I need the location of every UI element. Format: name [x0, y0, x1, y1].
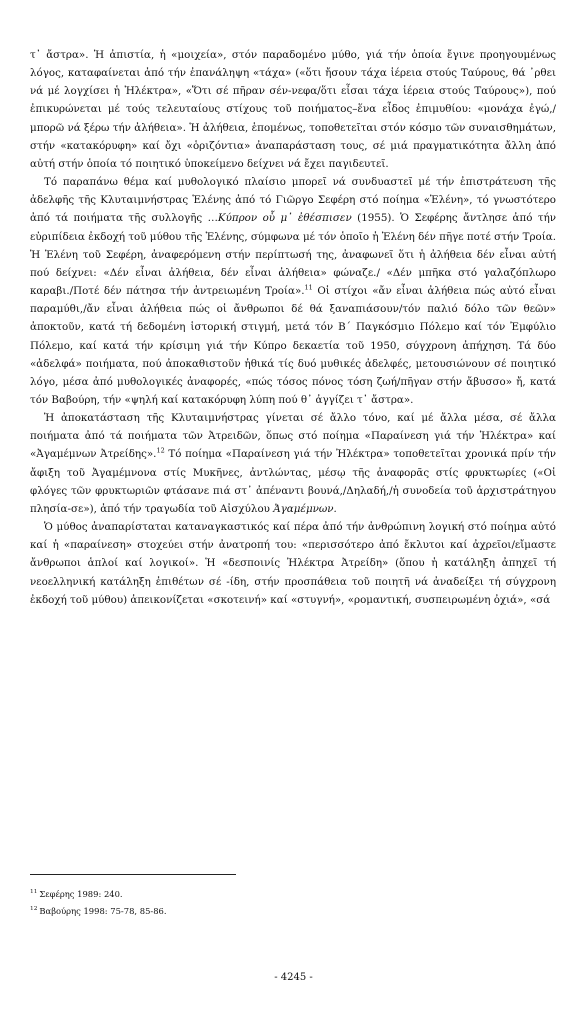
footnote-number: 11 [30, 889, 38, 896]
footnote-number: 12 [30, 906, 38, 913]
paragraph-3 [30, 409, 556, 518]
paragraph-3-text-a: Ἡ ἀποκατάσταση τῆς Κλυταιμνήστρας γίνεται σέ ἄλλο τόνο, καί μέ ἄλλα μέσα, σέ ἄλλα ποιήματα ἀπό τά ποιήματα τῶν Ἀτρειδῶν, ὅπως στό ποίημα «Παραίνεση γιά τήν Ἠλέκτρα» καί «Ἀγαμέμνων Ἀτρείδης». [30, 412, 556, 461]
footnote-divider [30, 874, 236, 875]
paragraph-2-text-b: (1955). Ὁ Σεφέρης ἄντλησε ἀπό τήν εὐριπίδεια ἐκδοχή τοῦ μύθου τῆς Ἑλένης, σύμφωνα μέ τόν ὁποῖο ἡ Ἑλένη δέν πῆγε ποτέ στήν Τροία. Ἡ Ἑλένη τοῦ Σεφέρη, ἀναφερόμενη στήν περίπτωσή της, ἀναφωνεῖ ὅτι ἡ ἀλήθεια δέν εἶναι αὐτή πού δείχνει: «Δέν εἶναι ἀλήθεια, δέν εἶναι ἀλήθεια» φώναζε./ «Δέν μπῆκα στό γαλαζόπλωρο καραβι./Ποτέ δέν πάτησα τήν ἀντρειωμένη Τροία». [30, 212, 556, 298]
paragraph-2 [30, 173, 556, 409]
paragraph-2-text-a: Τό παραπάνω θέμα καί μυθολογικό πλαίσιο μπορεῖ νά συνδυαστεῖ μέ τήν ἐπιστράτευση τῆς ἀδελφῆς τῆς Κλυταιμνήστρας Ἑλένης ἀπό τό Γιῶργο Σεφέρη στό ποίημα «Ἑλένη», τό γνωστότερο ἀπό τά ποιήματα τῆς συλλογῆς … [30, 176, 556, 225]
footnote-ref-11[interactable]: 11 [304, 283, 313, 292]
paragraph-1-text: τ᾽ ἄστρα». Ἡ ἀπιστία, ἡ «μοιχεία», στόν παραδομένο μύθο, γιά τήν ὁποία ἔγινε προηγουμένως λόγος, καταφαίνεται ἀπό τήν ἐπανάληψη «τάχα» («ὅτι ἤσουν τάχα ἱέρεια στούς Ταύρους, θά ᾽ρθει νά μέ λογχίσει ἡ Ἠλέκτρα», «Ὅτι σέ πῆραν σέν-νεφα/ὅτι εἶσαι τάχα ἱέρεια στούς Ταύρους»), πού ἐπικυρώνεται μέ τούς τελευταίους στίχους τοῦ ποιήματος–ἕνα εἶδος ἐπιμυθίου: «μονάχα ἐγώ,/μπορῶ νά ξέρω τήν ἀλήθεια». Ἡ ἀλήθεια, ἑπομένως, τοποθετεῖται στόν κόσμο τῶν συναισθημάτων, στήν «κατακόρυφη» καί ὄχι «ὁριζόντια» ἀναπαράσταση τους, σέ μιά πραγματικότητα ἄλλη ἀπό αὐτή στήν ὁποία τό ποιητικό ὑποκείμενο δείχνει νά ἔχει παγιδευτεῖ. [30, 49, 556, 170]
paragraph-3-text-b: Τό ποίημα «Παραίνεση γιά τήν Ἠλέκτρα» τοποθετεῖται χρονικά πρίν τήν ἄφιξη τοῦ Ἀγαμέμνονα στίς Μυκῆνες, ἀντλώντας, μέσῳ τῆς ἀναφορᾶς στίς φρυκτωρίες («Οἱ φλόγες τῶν φρυκτωριῶν φτάσανε πιά στ᾽ ἀπέναντι βουνά,/Δηλαδή,/ἡ συνοδεία τοῦ ἀρχιστράτηγου πλησία-σε»), ἀπό τήν τραγωδία τοῦ Αἰσχύλου [30, 448, 556, 515]
footnote-text: Σεφέρης 1989: 240. [39, 889, 123, 899]
footnote-text: Βαβούρης 1998: 75-78, 85-86. [39, 906, 167, 916]
footnote-ref-12[interactable]: 12 [156, 447, 165, 456]
page-number: - 4245 - [274, 972, 313, 983]
paragraph-4-text: Ὁ μύθος ἀναπαρίσταται καταναγκαστικός καί πέρα ἀπό τήν ἀνθρώπινη λογική στό ποίημα αὐτό καί ἡ «παραίνεση» στοχεύει στήν ἀνατροπή του: «περισσότερο ἀπό ἔκλυτοι καί ἀχρεῖοι/εἴμαστε ἄνθρωποι ἁπλοί καί λογικοί». Ἡ «δεσποινίς Ἠλέκτρα Ἀτρείδη» (ὅπου ἡ κατάληξη ἀπηχεῖ τή νεοελληνική κατάληξη ἐπιθέτων σέ -ίδη, στήν προσπάθεια τοῦ ποιητῆ νά ἀναδείξει τή σύγχρονη ἐκδοχή τοῦ μύθου) ἀπεικονίζεται «σκοτεινή» καί «στυγνή», «ρομαντική, συσπειρωμένη ὀχιά», «σά [30, 521, 556, 606]
collection-title: Κύπρον οὗ μ᾽ ἐθέσπισεν [217, 212, 352, 225]
footnotes [30, 886, 556, 920]
footnote-12 [30, 903, 556, 920]
paragraph-4 [30, 518, 556, 609]
footnote-11 [30, 886, 556, 903]
paragraph-1 [30, 46, 556, 173]
body-text [30, 46, 556, 609]
paragraph-2-text-c: Οἱ στίχοι «ἄν εἶναι ἀλήθεια πώς αὐτό εἶναι παραμύθι,/ἄν εἶναι ἀλήθεια πώς οἱ ἄνθρωποι δέ θά ξαναπιάσουν/τόν παλιό δόλο τῶν θεῶν» ἀποκτοῦν, κατά τή δεδομένη ἱστορική στιγμή, μετά τόν Β΄ Παγκόσμιο Πόλεμο καί τόν Ἐμφύλιο Πόλεμο, καί κατά τήν κρίσιμη γιά τήν Κύπρο δεκαετία τοῦ 1950, σύγχρονη ἀπήχηση. Τά δύο «ἀδελφά» ποιήματα, πού ἀποκαθιστοῦν ἠθικά τίς δυό μυθικές ἀδελφές, μετουσιώνουν σέ ποιητικό λόγο, μέσα ἀπό μυθολογικές ἀναφορές, «πώς τόσος πόνος τόση ζωή/πῆγαν στήν ἄβυσσο» ἤ, κατά τόν Βαβούρη, τήν «ψηλή καί κατακόρυφη λύπη πού θ᾽ ἀγγίζει τ᾽ ἄστρα». [30, 285, 556, 406]
tragedy-title: Ἀγαμέμνων. [273, 502, 337, 515]
